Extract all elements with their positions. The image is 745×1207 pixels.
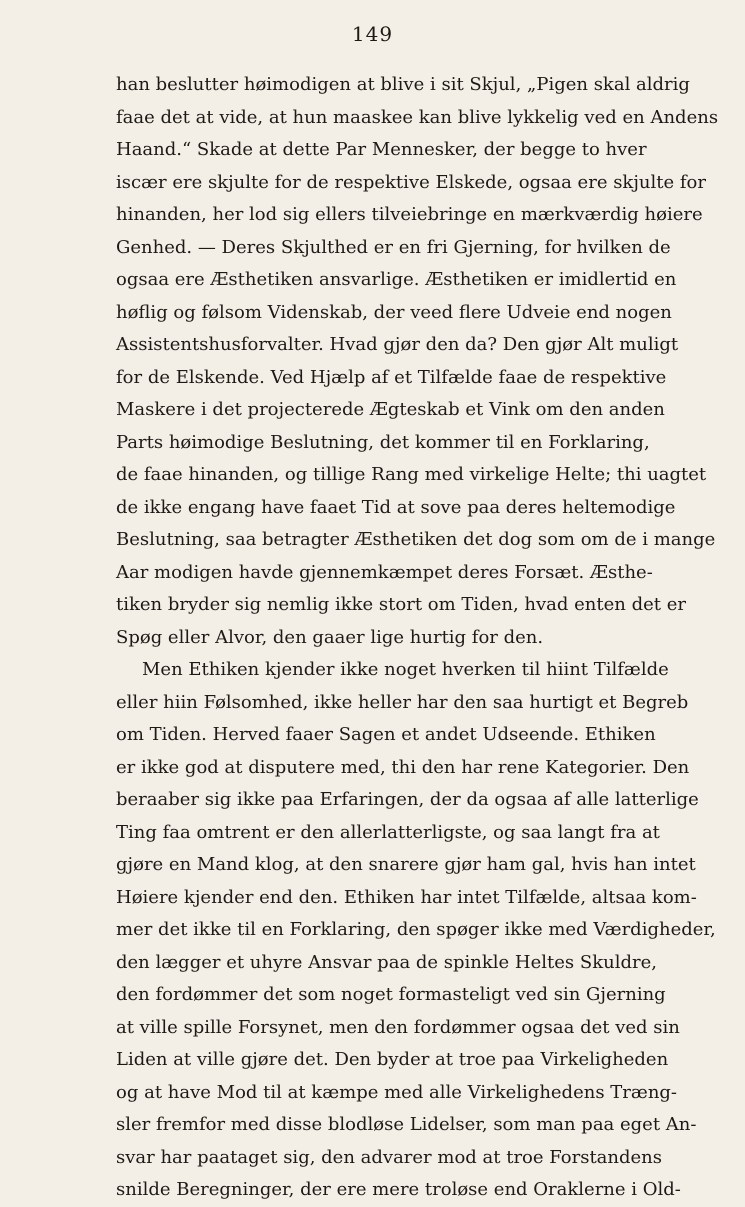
text-line: snilde Beregninger, der ere mere troløse end Oraklerne i Old- bbox=[116, 1179, 681, 1200]
text-line: er ikke god at disputere med, thi den har rene Kategorier. Den bbox=[116, 756, 690, 778]
text-line: eller hiin Følsomhed, ikke heller har den saa hurtigt et Begreb bbox=[116, 691, 689, 713]
text-line: hinanden, her lod sig ellers tilveiebringe en mærkværdig høiere bbox=[116, 204, 703, 225]
text-line: gjøre en Mand klog, at den snarere gjør ham gal, hvis han intet bbox=[116, 854, 696, 875]
text-line: beraaber sig ikke paa Erfaringen, der da ogsaa af alle latterlige bbox=[116, 789, 699, 810]
body-text bbox=[116, 69, 719, 1207]
text-line: de ikke engang have faaet Tid at sove paa deres heltemodige bbox=[116, 496, 676, 518]
text-line: de faae hinanden, og tillige Rang med virkelige Helte; thi uagtet bbox=[116, 464, 707, 485]
text-line: svar har paataget sig, den advarer mod at troe Forstandens bbox=[116, 1146, 663, 1168]
text-line: for de Elskende. Ved Hjælp af et Tilfælde faae de respektive bbox=[116, 366, 667, 388]
text-line: Aar modigen havde gjennemkæmpet deres Forsæt. Æsthe- bbox=[116, 561, 653, 583]
text-line: høflig og følsom Videnskab, der veed flere Udveie end nogen bbox=[116, 301, 672, 323]
text-line: Spøg eller Alvor, den gaaer lige hurtig for den. bbox=[116, 626, 544, 648]
text-line: den fordømmer det som noget formasteligt ved sin Gjerning bbox=[116, 984, 666, 1005]
text-line: Liden at ville gjøre det. Den byder at troe paa Virkeligheden bbox=[116, 1049, 669, 1070]
text-line: mer det ikke til en Forklaring, den spøger ikke med Værdigheder, bbox=[116, 919, 716, 940]
text-line: Parts høimodige Beslutning, det kommer til en Forklaring, bbox=[116, 431, 650, 453]
text-line: at ville spille Forsynet, men den fordømmer ogsaa det ved sin bbox=[116, 1016, 680, 1038]
text-line: den lægger et uhyre Ansvar paa de spinkle Heltes Skuldre, bbox=[116, 951, 657, 973]
text-line: Assistentshusforvalter. Hvad gjør den da? Den gjør Alt muligt bbox=[116, 334, 679, 355]
text-line: faae det at vide, at hun maaskee kan blive lykkelig ved en Andens bbox=[116, 106, 719, 128]
text-line: tiken bryder sig nemlig ikke stort om Tiden, hvad enten det er bbox=[116, 594, 686, 615]
text-line: og at have Mod til at kæmpe med alle Virkelighedens Træng- bbox=[116, 1081, 678, 1103]
text-line: iscær ere skjulte for de respektive Elskede, ogsaa ere skjulte for bbox=[116, 171, 706, 193]
page-number: 149 bbox=[351, 22, 394, 46]
text-line: om Tiden. Herved faaer Sagen et andet Udseende. Ethiken bbox=[116, 724, 656, 745]
text-line: Men Ethiken kjender ikke noget hverken til hiint Tilfælde bbox=[142, 659, 669, 680]
text-line: ogsaa ere Æsthetiken ansvarlige. Æsthetiken er imidlertid en bbox=[116, 269, 677, 290]
text-line: Genhed. — Deres Skjulthed er en fri Gjerning, for hvilken de bbox=[116, 236, 671, 258]
text-line: han beslutter høimodigen at blive i sit Skjul, „Pigen skal aldrig bbox=[116, 74, 690, 95]
text-line: Haand.“ Skade at dette Par Mennesker, der begge to hver bbox=[116, 139, 647, 160]
text-line: Ting faa omtrent er den allerlatterligste, og saa langt fra at bbox=[116, 821, 660, 843]
text-line: Beslutning, saa betragter Æsthetiken det dog som om de i mange bbox=[116, 529, 716, 550]
text-line: Høiere kjender end den. Ethiken har intet Tilfælde, altsaa kom- bbox=[116, 886, 697, 908]
text-line: sler fremfor med disse blodløse Lidelser, som man paa eget An- bbox=[116, 1114, 697, 1135]
text-line: Maskere i det projecterede Ægteskab et Vink om den anden bbox=[116, 399, 665, 420]
